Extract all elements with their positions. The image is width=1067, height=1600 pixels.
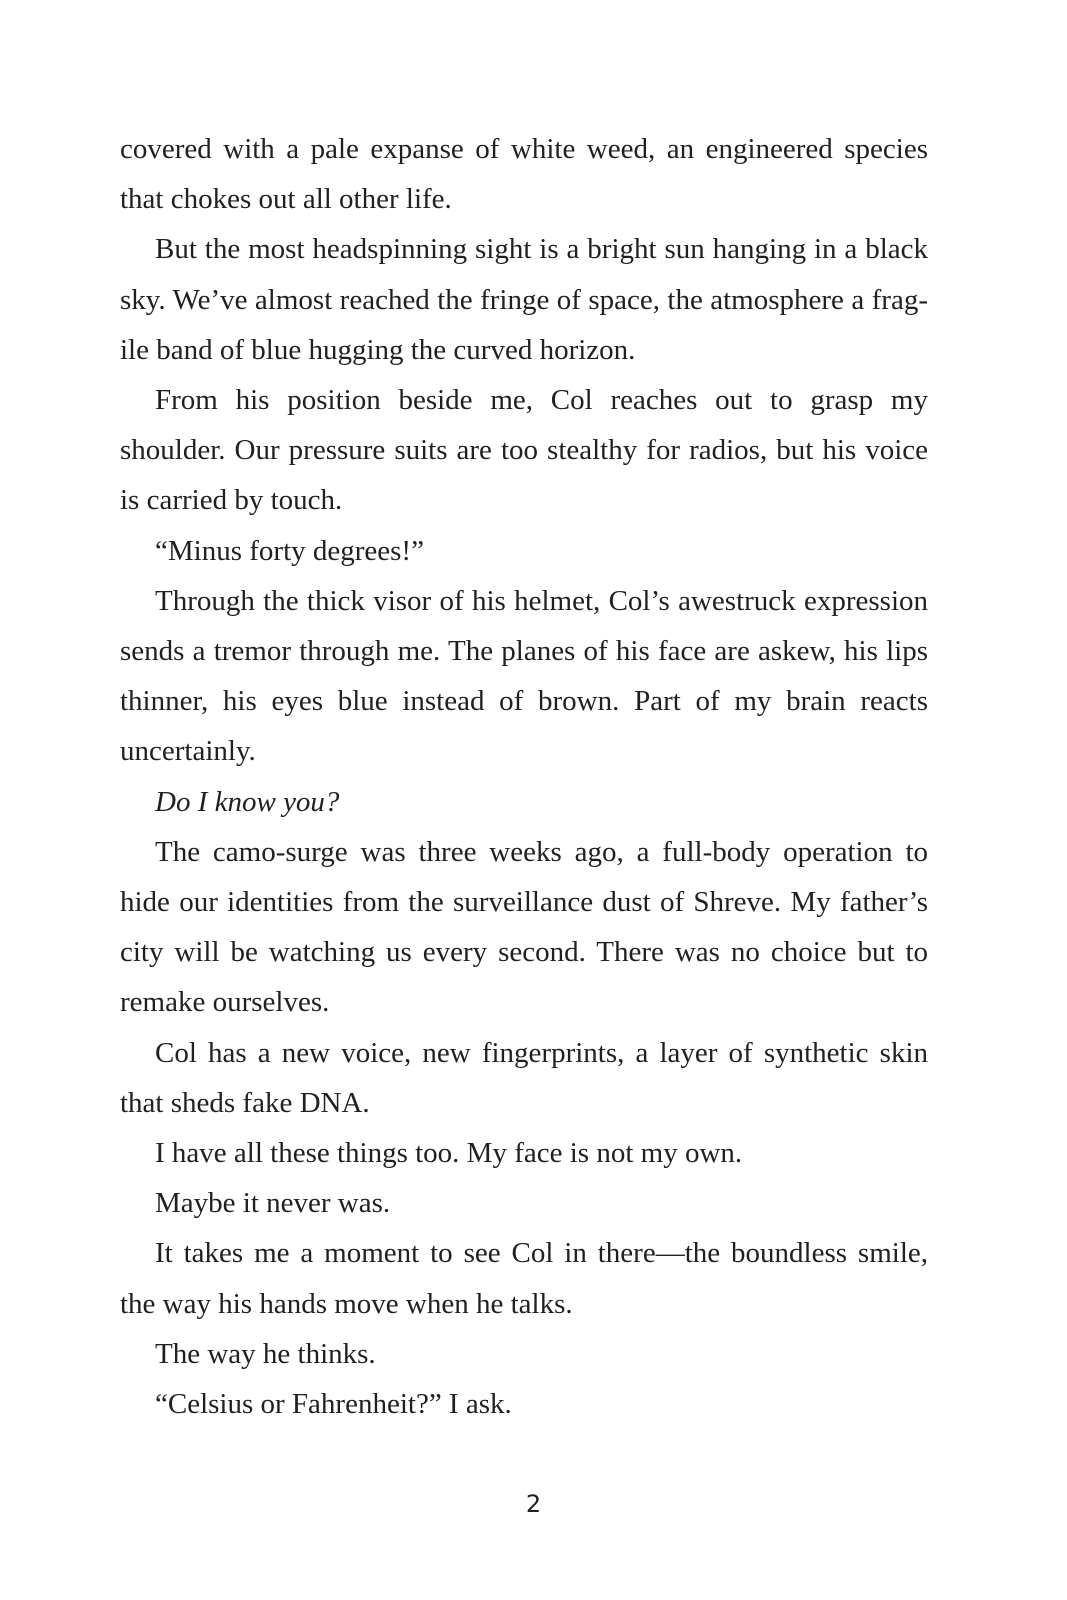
paragraph-dialogue: “Minus forty degrees!” [155,534,424,567]
paragraph: The way he thinks. [155,1337,376,1370]
paragraph-continuation: covered with a pale expanse of white weed, an engineered species that chokes out all other life. [120,133,928,216]
paragraph: Col has a new voice, new fingerprints, a layer of synthetic skin that sheds fake DNA. [120,1036,928,1119]
paragraph: Maybe it never was. [155,1187,391,1220]
paragraph-thought: Do I know you? [155,785,340,818]
paragraph: But the most headspinning sight is a bright sun hanging in a black sky. We’ve almost reached the fringe of space, the atmosphere a fragile band of blue hugging the curved horizon. [120,233,928,366]
paragraph: The camo-surge was three weeks ago, a full-body operation to hide our identities from the surveillance dust of Shreve. My father’s city will be watching us every second. There was no choice but to remake ourselves. [120,835,928,1019]
body-text [120,124,928,1429]
paragraph: It takes me a moment to see Col in there—the boundless smile, the way his hands move when he talks. [120,1237,928,1320]
paragraph: I have all these things too. My face is not my own. [155,1137,743,1170]
page-number: 2 [525,1490,542,1518]
paragraph: From his position beside me, Col reaches out to grasp my shoulder. Our pressure suits are too stealthy for radios, but his voice is carried by touch. [120,384,928,517]
paragraph: Through the thick visor of his helmet, Col’s awestruck expression sends a tremor through me. The planes of his face are askew, his lips thinner, his eyes blue instead of brown. Part of my brain reacts uncertainly. [120,584,928,768]
paragraph-dialogue: “Celsius or Fahrenheit?” I ask. [155,1388,512,1421]
